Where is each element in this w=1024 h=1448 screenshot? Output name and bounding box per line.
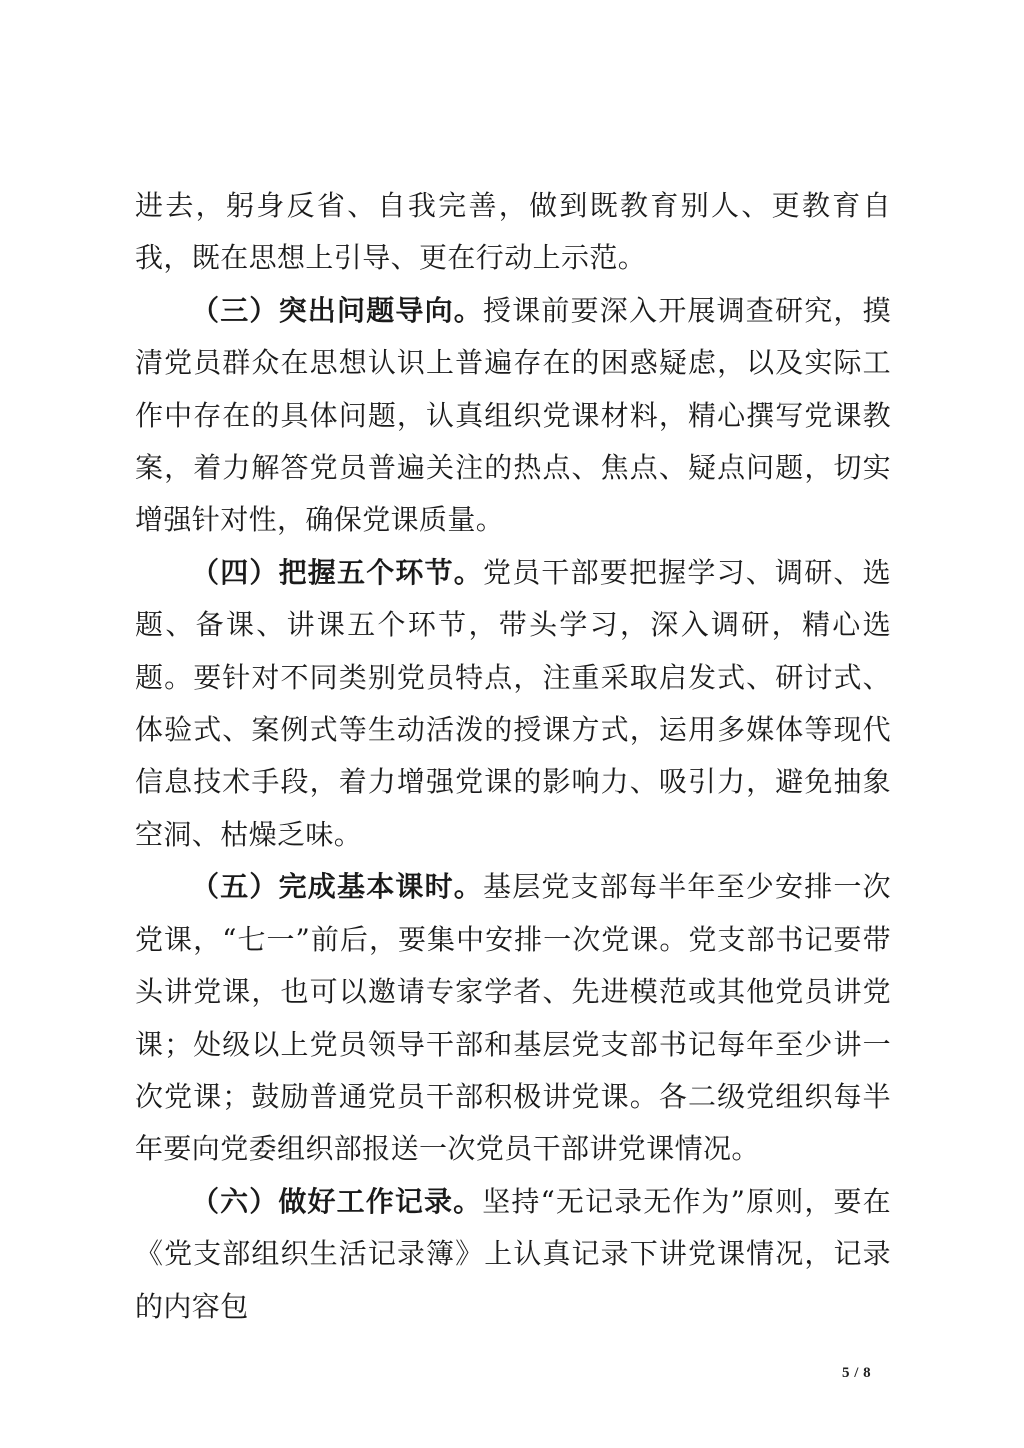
paragraph-continuation [135, 180, 891, 285]
paragraph-text: 授课前要深入开展调查研究，摸清党员群众在思想认识上普遍存在的困惑疑虑，以及实际工作中存在的具体问题，认真组织党课材料，精心撰写党课教案，着力解答党员普遍关注的热点、焦点、疑点问题，切实增强针对性，确保党课质量。 [135, 293, 891, 537]
paragraph-4 [135, 547, 891, 861]
section-heading-6: （六）做好工作记录。 [191, 1184, 483, 1218]
section-heading-5: （五）完成基本课时。 [191, 870, 483, 904]
section-heading-4: （四）把握五个环节。 [191, 555, 483, 589]
paragraph-5 [135, 861, 891, 1175]
paragraph-text: 基层党支部每半年至少安排一次党课，“七一”前后，要集中安排一次党课。党支部书记要带头讲党课，也可以邀请专家学者、先进模范或其他党员讲党课；处级以上党员领导干部和基层党支部书记每年至少讲一次党课；鼓励普通党员干部积极讲党课。各二级党组织每半年要向党委组织部报送一次党员干部讲党课情况。 [135, 870, 891, 1166]
page-number: 5 / 8 [842, 1365, 872, 1381]
section-heading-3: （三）突出问题导向。 [191, 293, 483, 327]
paragraph-6 [135, 1176, 891, 1333]
paragraph-text: 进去，躬身反省、自我完善，做到既教育别人、更教育自我，既在思想上引导、更在行动上示范。 [135, 189, 891, 275]
paragraph-text: 坚持“无记录无作为”原则，要在《党支部组织生活记录簿》上认真记录下讲党课情况，记录的内容包 [135, 1184, 891, 1323]
body-text [135, 180, 891, 1333]
paragraph-3 [135, 285, 891, 547]
paragraph-text: 党员干部要把握学习、调研、选题、备课、讲课五个环节，带头学习，深入调研，精心选题。要针对不同类别党员特点，注重采取启发式、研讨式、体验式、案例式等生动活泼的授课方式，运用多媒体等现代信息技术手段，着力增强党课的影响力、吸引力，避免抽象空洞、枯燥乏味。 [135, 555, 891, 851]
